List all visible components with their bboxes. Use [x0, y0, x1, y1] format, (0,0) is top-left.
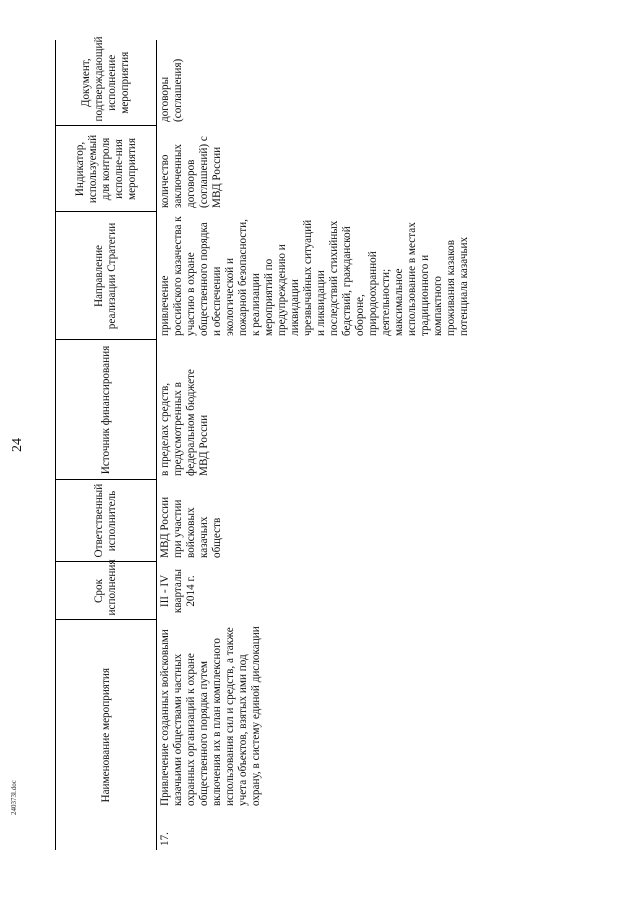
- header-responsible: Ответственный исполнитель: [56, 480, 157, 562]
- cell-responsible: МВД России при участии войсковых казачьих обществ: [159, 496, 223, 558]
- cell-term: III - IV кварталы 2014 г.: [159, 568, 197, 614]
- cell-direction: привлечение российского казачества к участию в охране общественного порядка и обеспечении экологической и пожарной безопасности, к реализации мероприятий по предупреждению и ликвидации чрезвычайных ситуаций и ликвидации последствий стихийных бедствий, гражданской обороне, природоохранной деятельности; максимальное использование в местах традиционного и компактного проживания казаков потенциала казачьих: [159, 216, 470, 336]
- table-header-row: [56, 40, 157, 850]
- header-direction: Направление реализации Стратегии: [56, 212, 157, 340]
- cell-funding: в пределах средств, предусмотренных в федеральном бюджете МВД России: [159, 369, 210, 476]
- header-term: Срок исполнения: [56, 562, 157, 620]
- header-name: Наименование мероприятия: [99, 668, 112, 803]
- row-number: 17.: [159, 832, 171, 846]
- header-indicator: Индикатор, используемый для контроля исполне-ния мероприятия: [56, 126, 157, 212]
- header-funding: Источник финансирования: [56, 340, 157, 480]
- table-row: [157, 40, 474, 850]
- cell-document: договоры (соглашения): [159, 58, 184, 122]
- page-number: 24: [10, 438, 25, 452]
- document-id: 240373l.doc: [10, 780, 18, 815]
- cell-indicator: количество заключенных договоров (соглашений) с МВД России: [159, 136, 223, 208]
- row-name: Привлечение созданных войсковыми казачьими обществами частных охранных организаций к охране общественного порядка путем включения их в план комплексного использования сил и средств, а также учета объектов, взятых ими под охрану, в систему единой дислокации: [159, 626, 262, 806]
- measures-table: [55, 36, 473, 850]
- header-document: Документ, подтверждающий исполнение мероприятия: [56, 40, 157, 126]
- cell-name: [157, 620, 474, 850]
